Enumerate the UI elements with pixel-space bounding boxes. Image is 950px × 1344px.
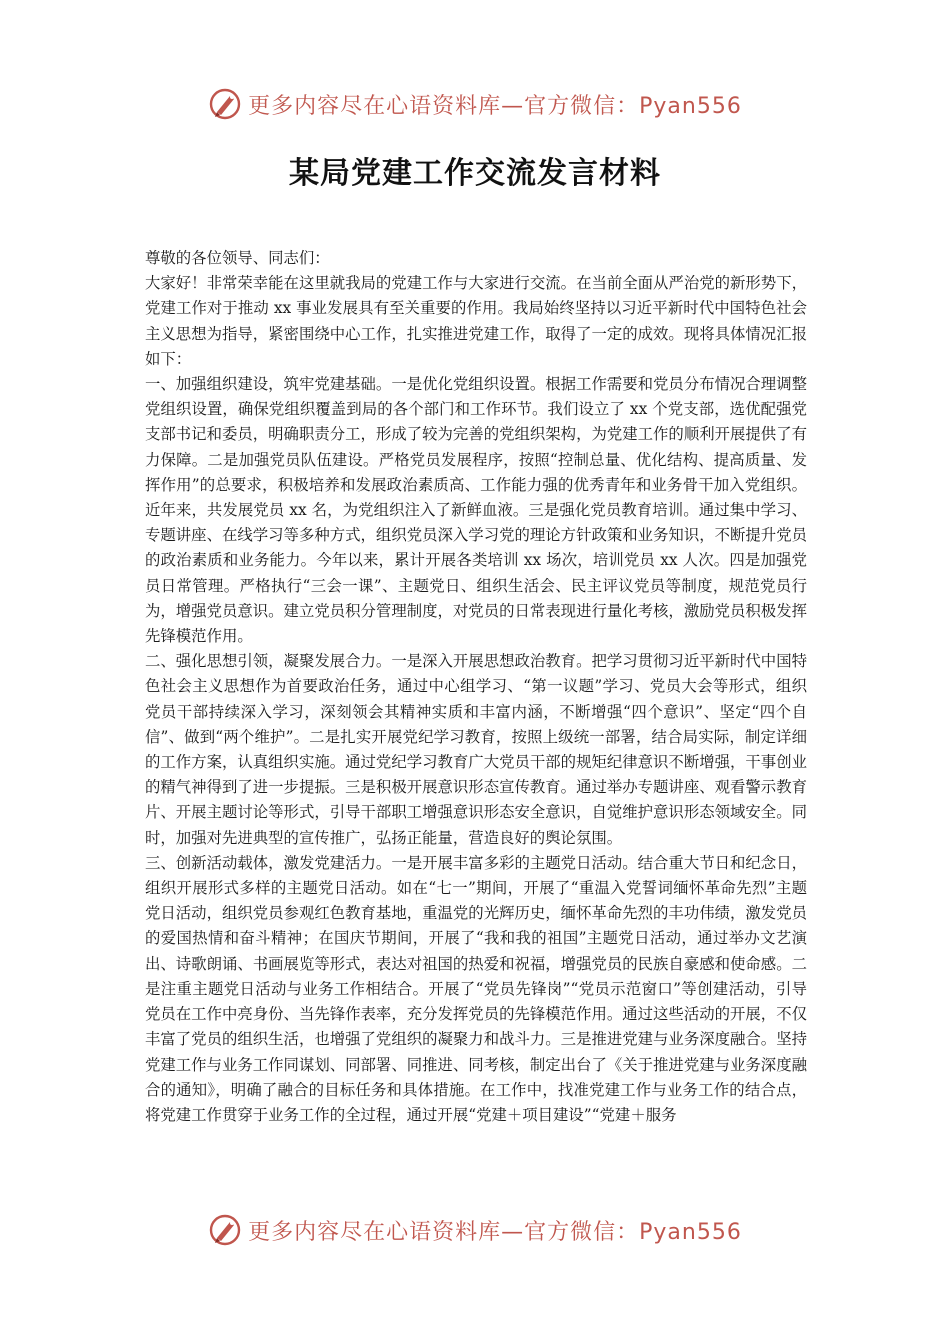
document-body xyxy=(145,246,807,1128)
banner-text: 更多内容尽在心语资料库—官方微信：Pyan556 xyxy=(248,1219,742,1245)
pen-logo-icon xyxy=(208,87,242,121)
banner-text: 更多内容尽在心语资料库—官方微信：Pyan556 xyxy=(248,93,742,119)
footer-banner xyxy=(0,1210,950,1250)
salutation: 尊敬的各位领导、同志们： xyxy=(145,249,330,267)
header-banner xyxy=(0,84,950,124)
paragraph-section-3: 三、创新活动载体，激发党建活力。一是开展丰富多彩的主题党日活动。结合重大节日和纪念日，组织开展形式多样的主题党日活动。如在“七一”期间，开展了“重温入党誓词缅怀革命先烈”主题党日活动，组织党员参观红色教育基地，重温党的光辉历史，缅怀革命先烈的丰功伟绩，激发党员的爱国热情和奋斗精神；在国庆节期间，开展了“我和我的祖国”主题党日活动，通过举办文艺演出、诗歌朗诵、书画展览等形式，表达对祖国的热爱和祝福，增强党员的民族自豪感和使命感。二是注重主题党日活动与业务工作相结合。开展了“党员先锋岗”“党员示范窗口”等创建活动，引导党员在工作中亮身份、当先锋作表率，充分发挥党员的先锋模范作用。通过这些活动的开展，不仅丰富了党员的组织生活，也增强了党组织的凝聚力和战斗力。三是推进党建与业务深度融合。坚持党建工作与业务工作同谋划、同部署、同推进、同考核，制定出台了《关于推进党建与业务深度融合的通知》，明确了融合的目标任务和具体措施。在工作中，找准党建工作与业务工作的结合点，将党建工作贯穿于业务工作的全过程，通过开展“党建＋项目建设”“党建＋服务 xyxy=(145,853,807,1124)
document-title: 某局党建工作交流发言材料 xyxy=(289,156,661,191)
pen-logo-icon xyxy=(208,1213,242,1247)
paragraph-intro: 大家好！非常荣幸能在这里就我局的党建工作与大家进行交流。在当前全面从严治党的新形势下，党建工作对于推动 xx 事业发展具有至关重要的作用。我局始终坚持以习近平新时代中国特色社会主义思想为指导，紧密围绕中心工作，扎实推进党建工作，取得了一定的成效。现将具体情况汇报如下： xyxy=(145,274,807,368)
paragraph-section-1: 一、加强组织建设，筑牢党建基础。一是优化党组织设置。根据工作需要和党员分布情况合理调整党组织设置，确保党组织覆盖到局的各个部门和工作环节。我们设立了 xx 个党支部，选优配强党支部书记和委员，明确职责分工，形成了较为完善的党组织架构，为党建工作的顺利开展提供了有力保障。二是加强党员队伍建设。严格党员发展程序，按照“控制总量、优化结构、提高质量、发挥作用”的总要求，积极培养和发展政治素质高、工作能力强的优秀青年和业务骨干加入党组织。近年来，共发展党员 xx 名，为党组织注入了新鲜血液。三是强化党员教育培训。通过集中学习、专题讲座、在线学习等多种方式，组织党员深入学习党的理论方针政策和业务知识，不断提升党员的政治素质和业务能力。今年以来，累计开展各类培训 xx 场次，培训党员 xx 人次。四是加强党员日常管理。严格执行“三会一课”、主题党日、组织生活会、民主评议党员等制度，规范党员行为，增强党员意识。建立党员积分管理制度，对党员的日常表现进行量化考核，激励党员积极发挥先锋模范作用。 xyxy=(145,375,807,646)
paragraph-section-2: 二、强化思想引领，凝聚发展合力。一是深入开展思想政治教育。把学习贯彻习近平新时代中国特色社会主义思想作为首要政治任务，通过中心组学习、“第一议题”学习、党员大会等形式，组织党员干部持续深入学习，深刻领会其精神实质和丰富内涵，不断增强“四个意识”、坚定“四个自信”、做到“两个维护”。二是扎实开展党纪学习教育，按照上级统一部署，结合局实际，制定详细的工作方案，认真组织实施。通过党纪学习教育广大党员干部的规矩纪律意识不断增强，干事创业的精气神得到了进一步提振。三是积极开展意识形态宣传教育。通过举办专题讲座、观看警示教育片、开展主题讨论等形式，引导干部职工增强意识形态安全意识，自觉维护意识形态领域安全。同时，加强对先进典型的宣传推广，弘扬正能量，营造良好的舆论氛围。 xyxy=(145,652,807,847)
